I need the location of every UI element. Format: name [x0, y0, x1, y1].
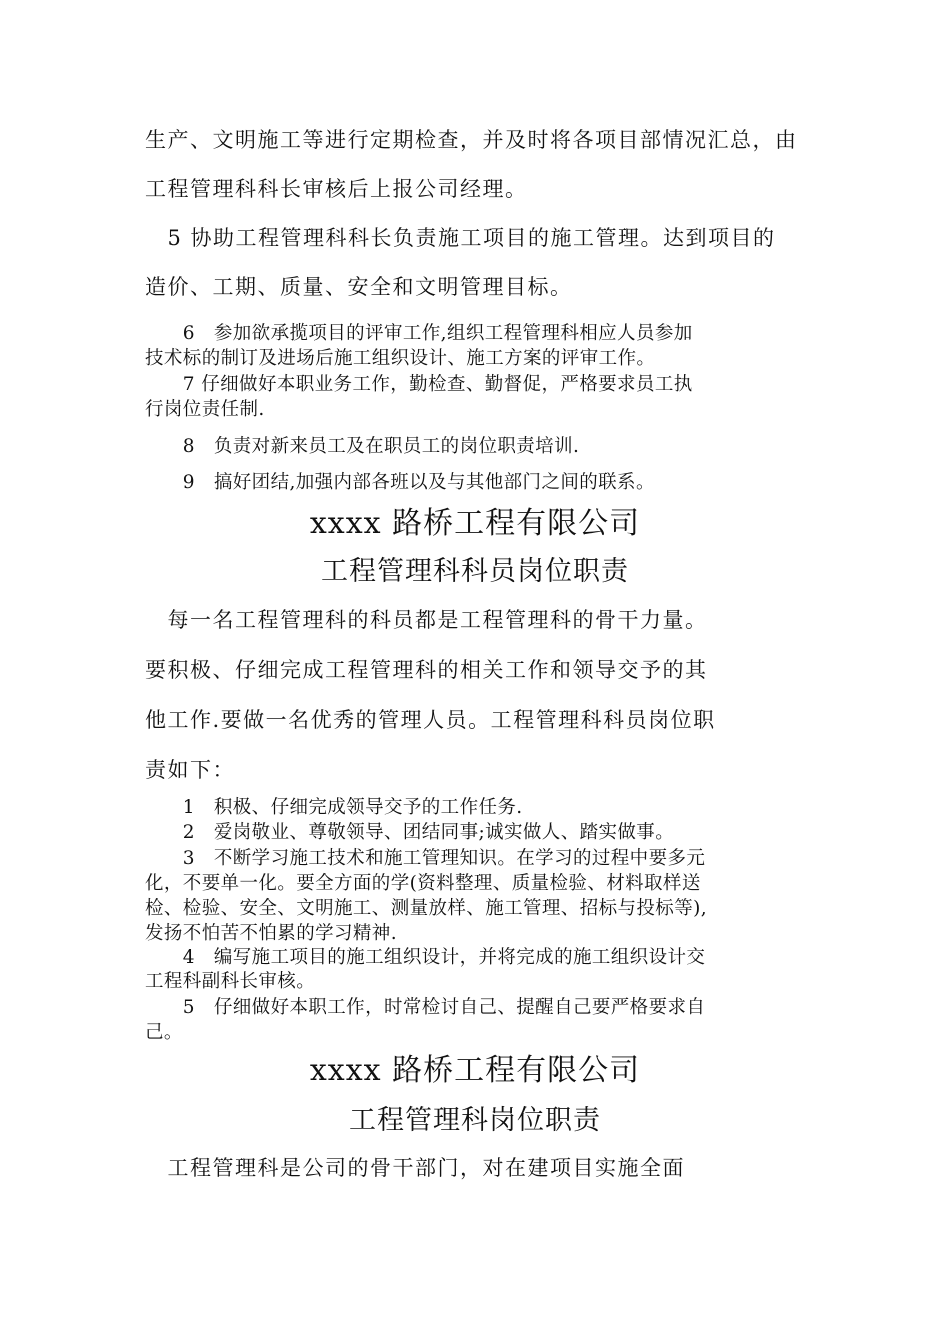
list-item-line: 工程科副科长审核。 [145, 971, 316, 992]
company-heading: xxxx 路桥工程有限公司 [309, 1053, 641, 1088]
list-item-line: 5 仔细做好本职工作，时常检讨自己、提醒自己要严格要求自 [145, 997, 706, 1018]
paragraph-line: 生产、文明施工等进行定期检查，并及时将各项目部情况汇总，由 [145, 128, 798, 152]
section-title: 工程管理科岗位职责 [349, 1105, 601, 1136]
paragraph-line: 技术标的制订及进场后施工组织设计、施工方案的评审工作。 [145, 348, 656, 369]
list-item-line: 化，不要单一化。要全方面的学(资料整理、质量检验、材料取样送 [145, 873, 701, 894]
paragraph-line: 8 负责对新来员工及在职员工的岗位职责培训. [145, 436, 580, 457]
list-item-line: 3 不断学习施工技术和施工管理知识。在学习的过程中要多元 [145, 848, 706, 869]
list-item-line: 发扬不怕苦不怕累的学习精神. [145, 923, 397, 944]
paragraph-line: 每一名工程管理科的科员都是工程管理科的骨干力量。 [145, 608, 708, 632]
paragraph-line: 责如下： [145, 758, 235, 782]
paragraph-line: 5 协助工程管理科科长负责施工项目的施工管理。达到项目的 [145, 226, 776, 250]
paragraph-line: 造价、工期、质量、安全和文明管理目标。 [145, 275, 573, 299]
paragraph-line: 工程管理科科长审核后上报公司经理。 [145, 177, 528, 201]
section-title: 工程管理科科员岗位职责 [321, 556, 629, 587]
list-item-line: 1 积极、仔细完成领导交予的工作任务. [145, 797, 523, 818]
paragraph-line: 他工作.要做一名优秀的管理人员。工程管理科科员岗位职 [145, 708, 716, 732]
paragraph-line: 7 仔细做好本职业务工作，勤检查、勤督促，严格要求员工执 [145, 374, 693, 395]
list-item-line: 4 编写施工项目的施工组织设计，并将完成的施工组织设计交 [145, 947, 706, 968]
list-item-line: 检、检验、安全、文明施工、测量放样、施工管理、招标与投标等), [145, 898, 708, 919]
company-heading: xxxx 路桥工程有限公司 [309, 506, 641, 541]
paragraph-line: 要积极、仔细完成工程管理科的相关工作和领导交予的其 [145, 658, 708, 682]
paragraph-line: 9 搞好团结,加强内部各班以及与其他部门之间的联系。 [145, 472, 655, 493]
paragraph-line: 工程管理科是公司的骨干部门，对在建项目实施全面 [145, 1156, 685, 1180]
paragraph-line: 行岗位责任制. [145, 399, 265, 420]
list-item-line: 2 爱岗敬业、尊敬领导、团结同事;诚实做人、踏实做事。 [145, 822, 675, 843]
paragraph-line: 6 参加欲承揽项目的评审工作,组织工程管理科相应人员参加 [145, 323, 693, 344]
list-item-line: 己。 [145, 1022, 183, 1043]
